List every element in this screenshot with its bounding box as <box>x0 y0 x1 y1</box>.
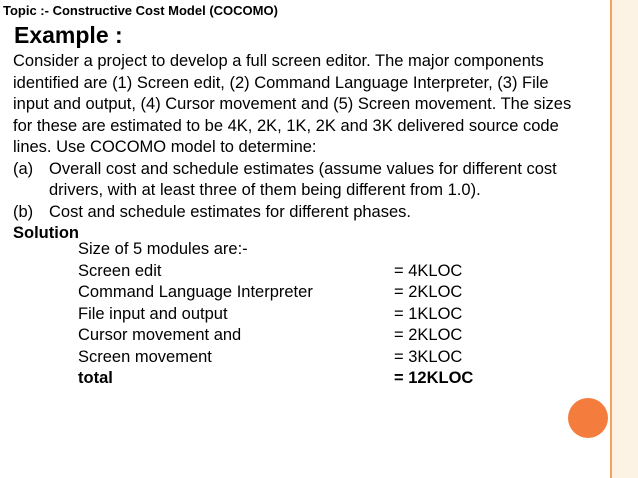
module-size: = 2KLOC <box>394 326 463 344</box>
total-row <box>78 368 473 390</box>
list-item-a <box>13 159 571 181</box>
list-item-b <box>13 202 571 224</box>
module-name: File input and output <box>78 304 228 323</box>
module-size-list <box>78 239 473 390</box>
module-name: Screen edit <box>78 261 162 280</box>
problem-line: identified are (1) Screen edit, (2) Command Language Interpreter, (3) File <box>13 73 549 92</box>
module-size: = 4KLOC <box>394 261 463 280</box>
problem-line: lines. Use COCOMO model to determine: <box>13 138 317 156</box>
total-label: total <box>78 369 113 387</box>
topic-header: Topic :- Constructive Cost Model (COCOMO) <box>3 3 278 18</box>
module-size: = 2KLOC <box>394 283 463 301</box>
module-row <box>78 282 473 304</box>
item-label: (b) <box>13 202 34 221</box>
item-continuation: drivers, with at least three of them being different from 1.0). <box>49 181 481 199</box>
decorative-circle <box>568 398 608 438</box>
problem-statement <box>13 51 571 245</box>
module-name: Screen movement <box>78 347 212 366</box>
slide-border-decoration <box>610 0 638 478</box>
modules-intro: Size of 5 modules are:- <box>78 240 248 258</box>
example-title: Example : <box>14 22 123 48</box>
problem-line: for these are estimated to be 4K, 2K, 1K, 2K and 3K delivered source code <box>13 116 559 135</box>
module-size: = 3KLOC <box>394 347 463 366</box>
module-name: Command Language Interpreter <box>78 283 313 301</box>
problem-line: input and output, (4) Cursor movement and (5) Screen movement. The sizes <box>13 95 572 113</box>
module-name: Cursor movement and <box>78 326 242 344</box>
total-size: = 12KLOC <box>394 369 474 387</box>
module-size: = 1KLOC <box>394 304 463 323</box>
item-text: Cost and schedule estimates for different phases. <box>49 202 411 221</box>
module-row <box>78 347 473 369</box>
item-text: Overall cost and schedule estimates (assume values for different cost <box>49 159 557 178</box>
item-label: (a) <box>13 159 34 178</box>
solution-heading: Solution <box>13 224 79 242</box>
problem-line: Consider a project to develop a full screen editor. The major components <box>13 52 544 70</box>
module-row <box>78 261 473 283</box>
module-row <box>78 304 473 326</box>
module-row <box>78 325 473 347</box>
